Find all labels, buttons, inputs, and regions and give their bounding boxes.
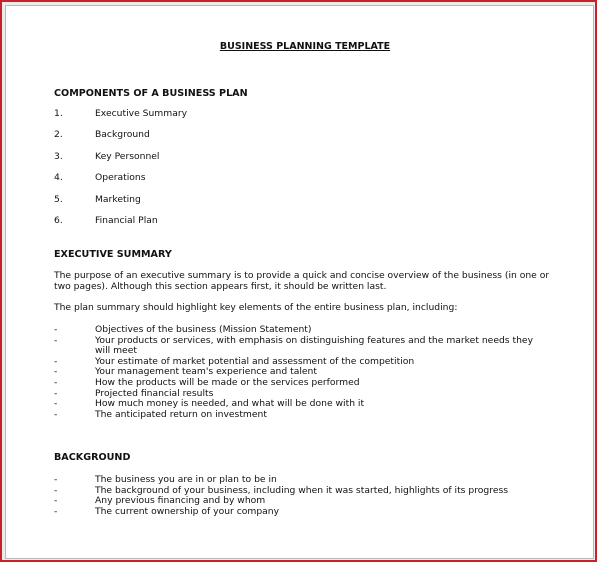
list-item: [54, 325, 554, 336]
list-item: [54, 336, 554, 357]
list-dash: -: [54, 324, 58, 335]
list-item: [54, 130, 554, 151]
list-item: [54, 378, 554, 389]
background-list: [54, 475, 554, 517]
list-dash: -: [54, 376, 58, 388]
background-heading: BACKGROUND: [54, 452, 131, 463]
list-item-number: 3.: [54, 150, 63, 162]
list-item-text: The background of your business, including when it was started, highlights of its progress: [95, 484, 509, 496]
list-item-text: How much money is needed, and what will be done with it: [95, 398, 365, 410]
list-item-text: The anticipated return on investment: [95, 408, 267, 420]
list-dash: -: [54, 387, 58, 399]
list-item-text: Executive Summary: [95, 108, 188, 119]
list-item: [54, 507, 554, 518]
list-item-text: Your products or services, with emphasis on distinguishing features and the market needs they will meet: [95, 334, 534, 357]
list-item-number: 4.: [54, 172, 63, 184]
list-item-text: How the products will be made or the services performed: [95, 376, 360, 388]
list-dash: -: [54, 334, 58, 346]
executive-summary-paragraph-1: The purpose of an executive summary is to provide a quick and concise overview of the business (in one or two pages). Although this section appears first, it should be written last.: [54, 270, 550, 292]
list-item: [54, 475, 554, 486]
document-body: [54, 41, 554, 517]
list-item-text: Your estimate of market potential and assessment of the competition: [95, 355, 415, 367]
list-item-number: 5.: [54, 193, 63, 205]
document-page: [5, 5, 594, 559]
list-item-text: Objectives of the business (Mission Statement): [95, 324, 312, 335]
list-item-text: Your management team's experience and talent: [95, 366, 317, 378]
executive-summary-list: [54, 325, 554, 420]
executive-summary-paragraph-2: The plan summary should highlight key elements of the entire business plan, including:: [54, 302, 458, 313]
list-item: [54, 410, 554, 421]
list-dash: -: [54, 505, 58, 517]
list-item: [54, 173, 554, 194]
list-dash: -: [54, 355, 58, 367]
list-dash: -: [54, 495, 58, 507]
list-item-text: Marketing: [95, 193, 141, 205]
list-item: [54, 152, 554, 173]
list-item-number: 6.: [54, 214, 63, 226]
list-dash: -: [54, 398, 58, 410]
list-item-text: Projected financial results: [95, 387, 214, 399]
list-dash: -: [54, 474, 58, 485]
components-list: [54, 109, 554, 237]
list-item-text: Any previous financing and by whom: [95, 495, 266, 507]
list-item-text: Key Personnel: [95, 150, 160, 162]
list-item: [54, 195, 554, 216]
list-item: [54, 109, 554, 130]
list-dash: -: [54, 408, 58, 420]
list-item: [54, 216, 554, 237]
list-item-text: The current ownership of your company: [95, 505, 280, 517]
list-item-number: 2.: [54, 129, 63, 141]
list-item-text: Operations: [95, 172, 146, 184]
list-dash: -: [54, 484, 58, 496]
document-title: BUSINESS PLANNING TEMPLATE: [219, 41, 391, 52]
list-item-text: Financial Plan: [95, 214, 158, 226]
executive-summary-heading: EXECUTIVE SUMMARY: [54, 249, 172, 260]
list-item-text: Background: [95, 129, 150, 141]
list-dash: -: [54, 366, 58, 378]
components-heading: COMPONENTS OF A BUSINESS PLAN: [54, 88, 248, 99]
list-item-text: The business you are in or plan to be in: [95, 474, 277, 485]
list-item-number: 1.: [54, 108, 63, 119]
